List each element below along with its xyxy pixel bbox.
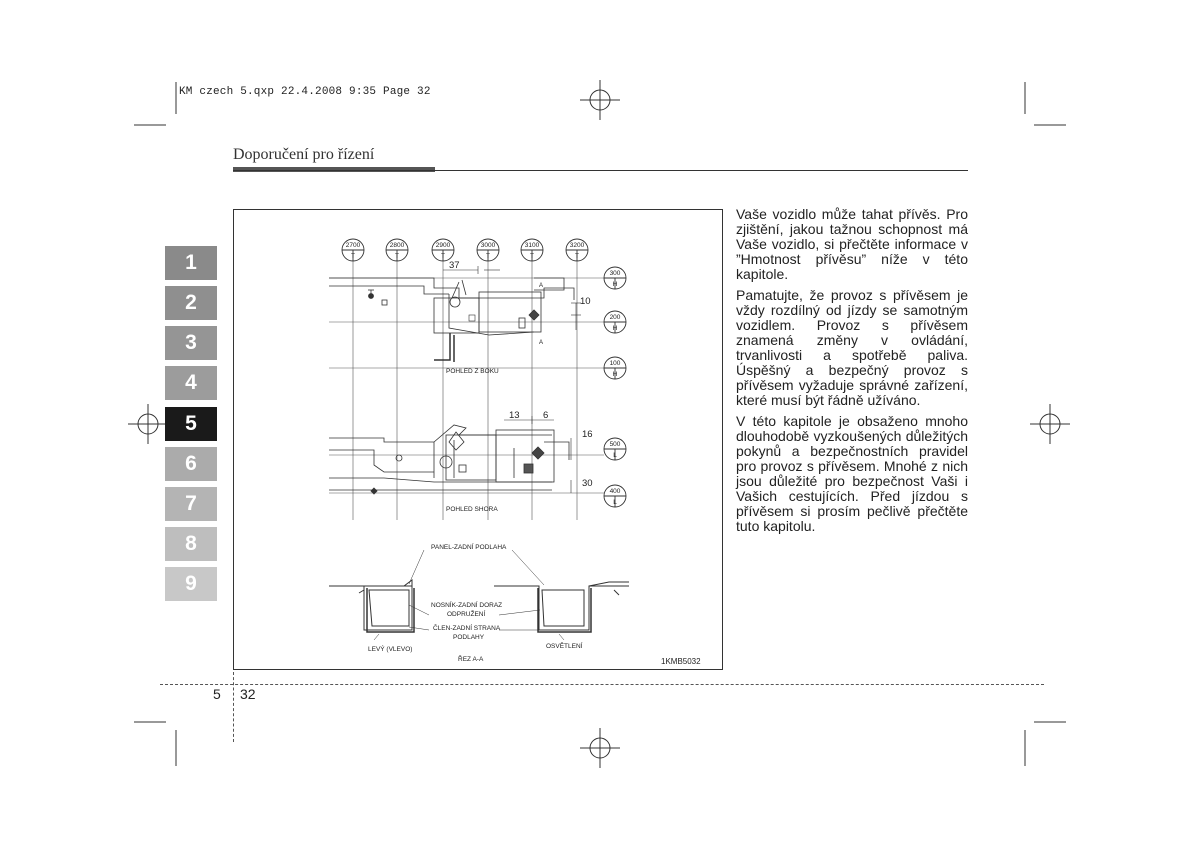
- chapter-tab-7[interactable]: 7: [165, 487, 217, 521]
- registration-target-left: [128, 404, 168, 444]
- body-paragraph-2: Pamatujte, že provoz s přívěsem je vždy rozdílný od jízdy se samotným vozidlem. Provoz s přívěsem znamená změny v ovládání, trvanlivosti a spotřebě paliva. Úspěšný a bezpečný provoz s přívěsem vyžaduje správné zařízení, které musí být řádně užíváno.: [736, 287, 968, 408]
- section-title: Doporučení pro řízení: [233, 146, 375, 163]
- side-marker-value: 500: [609, 441, 621, 448]
- callout-label-osvetleni: OSVĚTLENÍ: [546, 643, 583, 650]
- side-marker-value: 100: [609, 360, 621, 367]
- dimension-label: 16: [582, 429, 593, 440]
- side-marker-letter: H: [612, 281, 618, 288]
- side-marker-letter: L: [613, 499, 617, 506]
- callout-label-nosnik: ODPRUŽENÍ: [447, 611, 486, 618]
- body-text: [736, 207, 968, 540]
- callout-label-clen: ČLEN-ZADNÍ STRANA: [433, 625, 501, 632]
- chapter-tab-4[interactable]: 4: [165, 366, 217, 400]
- footer-divider: [233, 672, 234, 742]
- registration-target-right: [1030, 404, 1070, 444]
- top-view-drawing: [329, 425, 569, 494]
- dimension-label: 10: [580, 296, 591, 307]
- column-marker-label: 2900: [435, 242, 451, 249]
- side-marker-letter: L: [613, 452, 617, 459]
- chapter-tab-3[interactable]: 3: [165, 326, 217, 360]
- column-marker-letter: T: [395, 253, 399, 260]
- side-view-label: POHLED Z BOKU: [446, 368, 499, 375]
- side-marker-value: 300: [609, 270, 621, 277]
- callout-label-panel: PANEL-ZADNÍ PODLAHA: [431, 544, 507, 551]
- column-marker-letter: T: [575, 253, 579, 260]
- chapter-tab-8[interactable]: 8: [165, 527, 217, 561]
- top-view-label: POHLED SHORA: [446, 506, 498, 513]
- side-marker-value: 200: [609, 314, 621, 321]
- side-marker-letter: H: [612, 371, 618, 378]
- footer-rule: [160, 684, 1044, 685]
- callout-label-nosnik: NOSNÍK-ZADNÍ DORAZ: [431, 602, 503, 609]
- title-rule: [233, 170, 968, 171]
- registration-target-bottom: [580, 728, 620, 768]
- dimension-label: 6: [543, 410, 549, 421]
- section-a-marker: A: [539, 283, 544, 289]
- column-marker-letter: T: [441, 253, 445, 260]
- footer-chapter-number: 5: [213, 686, 221, 702]
- side-view-drawing: [329, 278, 574, 362]
- body-paragraph-3: V této kapitole je obsaženo mnoho dlouhodobě vyzkoušených důležitých pokynů a bezpečnostních pravidel pro provoz s přívěsem. Mnohé z nich jsou důležité pro bezpečnost Vaši i Vašich cestujících. Před jízdou s přívěsem si prosím pečlivě přečtěte tuto kapitolu.: [736, 413, 968, 534]
- callout-label-levy: LEVÝ (VLEVO): [368, 646, 413, 653]
- column-marker-label: 2800: [389, 242, 405, 249]
- chapter-tab-2[interactable]: 2: [165, 286, 217, 320]
- dimension-label: 37: [449, 260, 460, 271]
- registration-target-top: [580, 80, 620, 120]
- chapter-tab-9[interactable]: 9: [165, 567, 217, 601]
- side-marker-letter: H: [612, 325, 618, 332]
- print-header: KM czech 5.qxp 22.4.2008 9:35 Page 32: [179, 86, 431, 98]
- section-a-marker: A: [539, 340, 544, 346]
- footer-page-number: 32: [240, 686, 256, 702]
- section-label: ŘEZ A-A: [458, 656, 484, 663]
- chapter-tab-6[interactable]: 6: [165, 447, 217, 481]
- column-marker-label: 3200: [569, 242, 585, 249]
- body-paragraph-1: Vaše vozidlo může tahat přívěs. Pro zjištění, jakou tažnou schopnost má Vaše vozidlo, si přečtěte informace v ”Hmotnost přívěsu” níže v této kapitole.: [736, 206, 968, 282]
- chapter-tab-5-active[interactable]: 5: [165, 407, 217, 441]
- dimension-label: 13: [509, 410, 520, 421]
- column-marker-letter: T: [530, 253, 534, 260]
- callout-label-clen: PODLAHY: [453, 634, 485, 641]
- chapter-tab-1[interactable]: 1: [165, 246, 217, 280]
- column-marker-letter: T: [486, 253, 490, 260]
- towing-diagram-figure: [233, 209, 723, 670]
- column-marker-label: 3100: [524, 242, 540, 249]
- side-marker-value: 400: [609, 488, 621, 495]
- dimension-label: 30: [582, 478, 593, 489]
- column-marker-label: 2700: [345, 242, 361, 249]
- column-marker-letter: T: [351, 253, 355, 260]
- towing-diagram: [234, 210, 724, 671]
- column-marker-label: 3000: [480, 242, 496, 249]
- figure-code: 1KMB5032: [661, 657, 701, 666]
